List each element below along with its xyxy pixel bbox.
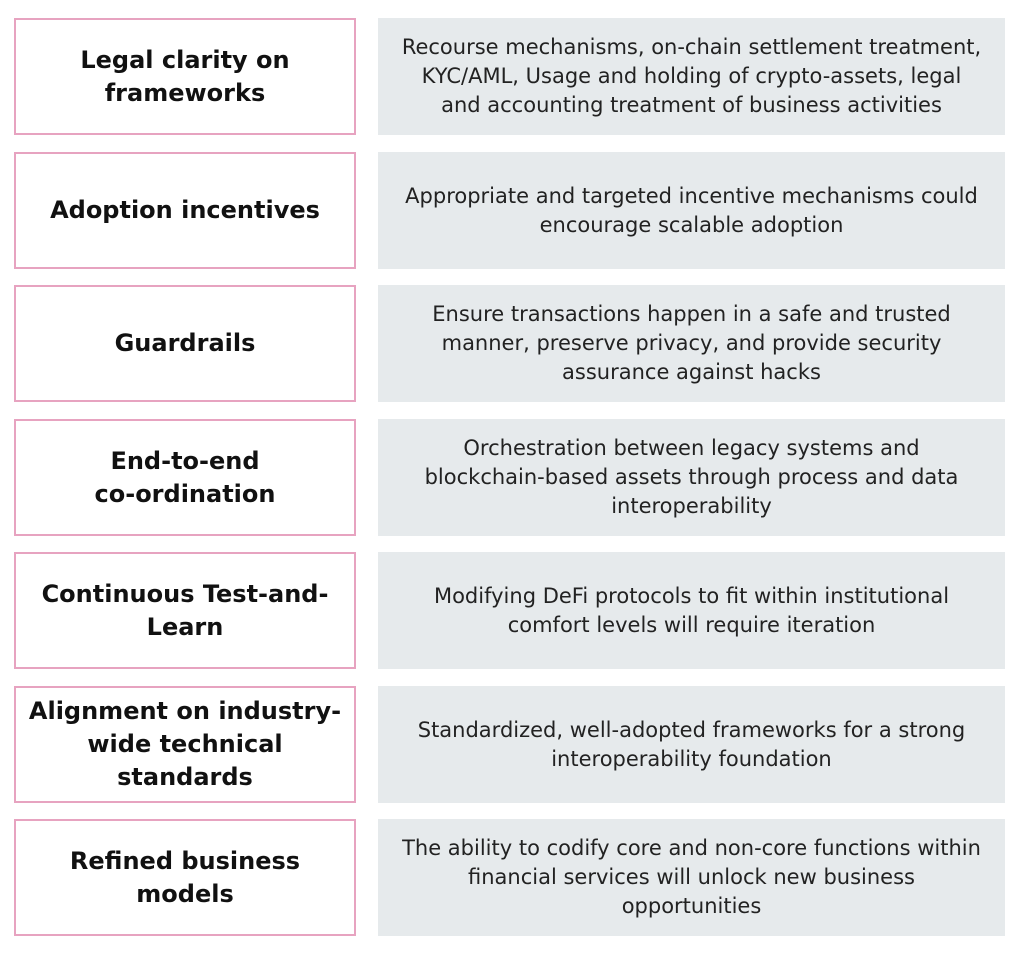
requirement-label-box	[14, 819, 356, 936]
requirement-label-box	[14, 152, 356, 269]
requirement-description: Appropriate and targeted incentive mechanisms could encourage scalable adoption	[405, 183, 978, 237]
requirement-row-business-models	[0, 819, 1024, 936]
requirement-row-legal-clarity	[0, 18, 1024, 135]
requirement-description-box	[378, 552, 1005, 669]
requirement-description: The ability to codify core and non-core functions within financial services will unlock new business opportunities	[402, 836, 981, 918]
requirement-label: End-to-end co-ordination	[94, 446, 276, 508]
requirement-description-box	[378, 819, 1005, 936]
requirement-description-box	[378, 686, 1005, 803]
requirement-description-box	[378, 419, 1005, 536]
requirement-label-box	[14, 419, 356, 536]
requirement-row-test-and-learn	[0, 552, 1024, 669]
requirement-label-box	[14, 285, 356, 402]
requirement-description-box	[378, 18, 1005, 135]
requirement-label: Refined business models	[69, 846, 301, 908]
requirement-row-end-to-end-coordination	[0, 419, 1024, 536]
requirement-row-guardrails	[0, 285, 1024, 402]
requirement-label-box	[14, 552, 356, 669]
requirement-label: Guardrails	[114, 329, 256, 357]
requirement-row-adoption-incentives	[0, 152, 1024, 269]
requirement-label: Continuous Test-and- Learn	[41, 579, 329, 641]
requirement-description-box	[378, 285, 1005, 402]
requirement-label: Alignment on industry- wide technical standards	[28, 697, 342, 791]
requirement-label: Adoption incentives	[50, 196, 320, 224]
requirement-description: Orchestration between legacy systems and blockchain-based assets through process and data interoperability	[424, 436, 959, 518]
requirement-description: Modifying DeFi protocols to fit within institutional comfort levels will require iteration	[433, 583, 950, 637]
requirement-description-box	[378, 152, 1005, 269]
requirement-description: Ensure transactions happen in a safe and trusted manner, preserve privacy, and provide security assurance against hacks	[432, 302, 951, 384]
requirement-description: Standardized, well-adopted frameworks for a strong interoperability foundation	[417, 717, 966, 771]
requirement-description: Recourse mechanisms, on-chain settlement treatment, KYC/AML, Usage and holding of crypto-assets, legal and accounting treatment of business activities	[401, 35, 982, 117]
requirement-row-technical-standards	[0, 686, 1024, 803]
requirement-label: Legal clarity on frameworks	[80, 45, 290, 107]
requirement-label-box	[14, 686, 356, 803]
requirement-label-box	[14, 18, 356, 135]
